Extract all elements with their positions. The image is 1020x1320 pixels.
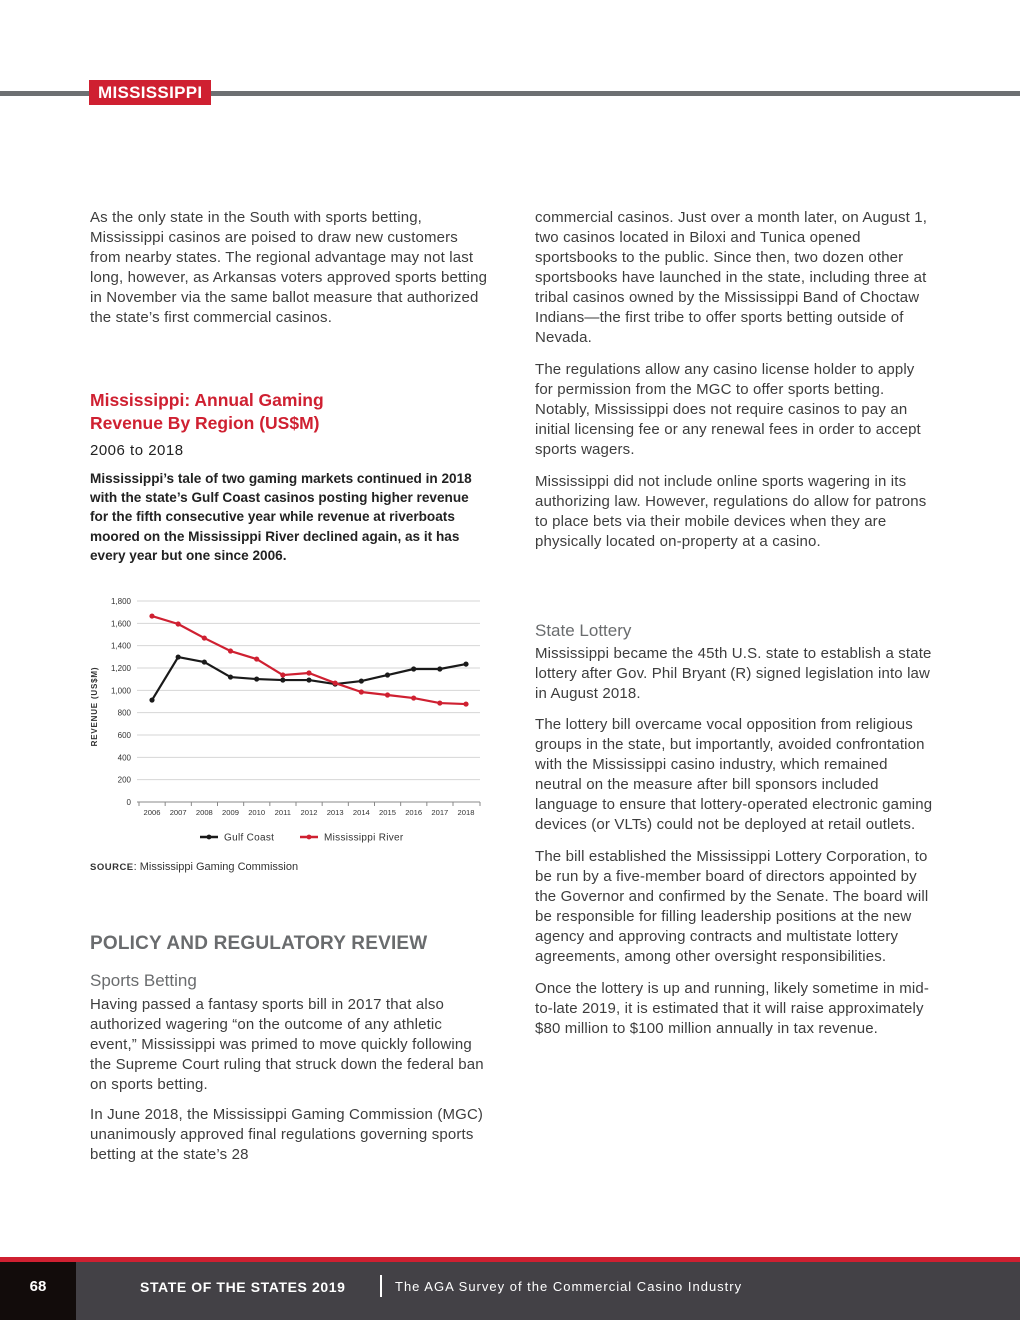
x-tick-label: 2012 <box>300 808 318 817</box>
x-tick-label: 2018 <box>457 808 475 817</box>
y-tick-label: 1,600 <box>110 619 131 629</box>
y-tick-label: 600 <box>117 731 131 740</box>
y-tick-label: 200 <box>117 775 131 785</box>
right-paragraph-3: Mississippi did not include online sports wagering in its authorizing law. However, regulations do allow for patrons to place bets via their mobile devices when they are physically located on-property at a casino. <box>535 473 927 550</box>
data-point <box>280 672 285 677</box>
y-tick-label: 1,200 <box>110 664 131 673</box>
intro-paragraph: As the only state in the South with sports betting, Mississippi casinos are poised to draw new customers from nearby states. The regional advantage may not last long, however, as Arkansas voters approved sports betting in November via the same ballot measure that authorized the state’s first commercial casinos. <box>90 209 488 326</box>
sports-betting-title: Sports Betting <box>90 971 197 990</box>
data-point <box>411 666 416 671</box>
data-point <box>437 666 442 671</box>
footer-divider <box>380 1275 382 1297</box>
data-point <box>149 697 154 702</box>
sports-paragraph-1: Having passed a fantasy sports bill in 2017 that also authorized wagering “on the outcome of any athletic event,” Mississippi was primed to move quickly following the Supreme Court ruling that struck down the federal ban on sports betting. <box>90 996 484 1093</box>
right-paragraph-1: commercial casinos. Just over a month later, on August 1, two casinos located in Biloxi and Tunica opened sportsbooks to the public. Since then, two dozen other sportsbooks have launched in the state, including three at tribal casinos owned by the Mississippi Band of Choctaw Indians—the first tribe to offer sports betting outside of Nevada. <box>535 209 928 346</box>
data-point <box>228 674 233 679</box>
x-tick-label: 2017 <box>431 808 449 817</box>
lottery-section <box>535 621 935 1039</box>
data-point <box>254 656 259 661</box>
legend-marker <box>307 835 312 840</box>
chart-header <box>90 389 490 565</box>
chart-source <box>90 861 490 873</box>
data-point <box>359 689 364 694</box>
source-label: SOURCE <box>90 862 134 873</box>
data-point <box>306 670 311 675</box>
section-title: POLICY AND REGULATORY REVIEW <box>90 933 428 954</box>
y-tick-label: 1,800 <box>110 597 131 606</box>
right-column <box>535 208 935 552</box>
y-tick-label: 1,000 <box>110 686 131 696</box>
right-paragraph-2: The regulations allow any casino license holder to apply for permission from the MGC to offer sports betting. Notably, Mississippi does not require casinos to pay an initial licensing fee or any renewal fees in order to accept sports wagers. <box>535 361 921 458</box>
y-tick-label: 1,400 <box>110 641 131 651</box>
chart-description: Mississippi’s tale of two gaming markets continued in 2018 with the state’s Gulf Coast casinos posting higher revenue for the fifth consecutive year while revenue at riverboats moored on the Mississippi River declined again, as it has every year but one since 2006. <box>90 471 472 563</box>
sports-paragraph-2: In June 2018, the Mississippi Gaming Commission (MGC) unanimously approved final regulations governing sports betting at the state’s 28 <box>90 1106 484 1163</box>
data-point <box>463 701 468 706</box>
chart-title-line2: Revenue By Region (US$M) <box>90 413 320 433</box>
state-tag: MISSISSIPPI <box>89 80 211 105</box>
lottery-paragraph-2: The lottery bill overcame vocal opposition from religious groups in the state, but importantly, avoided confrontation with the Mississippi casino industry, which remained neutral on the measure after bill sponsors included language to ensure that lottery-operated electronic gaming devices (or VLTs) could not be deployed at retail outlets. <box>535 716 933 833</box>
lottery-paragraph-1: Mississippi became the 45th U.S. state to establish a state lottery after Gov. Phil Bryant (R) signed legislation into law in August 2018. <box>535 645 932 702</box>
chart-subtitle: 2006 to 2018 <box>90 442 184 459</box>
data-point <box>437 700 442 705</box>
legend-marker <box>207 835 212 840</box>
data-point <box>359 678 364 683</box>
data-point <box>280 677 285 682</box>
legend-label: Mississippi River <box>324 832 404 844</box>
x-tick-label: 2007 <box>169 808 187 817</box>
policy-section <box>90 933 490 1165</box>
source-text: : Mississippi Gaming Commission <box>133 861 299 873</box>
data-point <box>254 676 259 681</box>
data-point <box>176 654 181 659</box>
x-tick-label: 2011 <box>274 808 292 817</box>
chart-title-line1: Mississippi: Annual Gaming <box>90 390 324 410</box>
data-point <box>333 680 338 685</box>
data-point <box>228 648 233 653</box>
data-point <box>411 695 416 700</box>
y-tick-label: 400 <box>117 753 131 763</box>
data-point <box>385 672 390 677</box>
x-tick-label: 2015 <box>379 808 396 817</box>
footer <box>0 1262 1020 1320</box>
x-tick-label: 2008 <box>195 808 213 817</box>
x-tick-label: 2014 <box>352 808 370 817</box>
revenue-line-chart <box>85 590 505 860</box>
x-tick-label: 2016 <box>405 808 423 817</box>
page-number: 68 <box>0 1262 76 1320</box>
footer-subtitle: The AGA Survey of the Commercial Casino Industry <box>395 1279 743 1294</box>
x-tick-label: 2006 <box>143 808 161 817</box>
lottery-paragraph-4: Once the lottery is up and running, likely sometime in mid-to-late 2019, it is estimated that it will raise approximately $80 million to $100 million annually in tax revenue. <box>535 980 930 1037</box>
y-tick-label: 800 <box>117 708 131 718</box>
x-tick-label: 2010 <box>248 808 266 817</box>
x-tick-label: 2013 <box>326 808 344 817</box>
legend-label: Gulf Coast <box>224 832 275 844</box>
lottery-title: State Lottery <box>535 621 632 640</box>
lottery-paragraph-3: The bill established the Mississippi Lottery Corporation, to be run by a five-member board of directors appointed by the Governor and confirmed by the Senate. The board will be responsible for filling leadership positions at the new agency and approving contracts and multistate lottery agreements, among other oversight responsibilities. <box>535 848 929 965</box>
data-point <box>176 621 181 626</box>
data-point <box>202 635 207 640</box>
data-point <box>202 659 207 664</box>
left-column <box>90 208 490 328</box>
x-tick-label: 2009 <box>222 808 239 817</box>
data-point <box>306 677 311 682</box>
y-tick-label: 0 <box>126 798 131 807</box>
data-point <box>385 692 390 697</box>
data-point <box>463 661 468 666</box>
footer-title: STATE OF THE STATES 2019 <box>140 1279 346 1295</box>
data-point <box>149 613 154 618</box>
y-axis-label: REVENUE (US$M) <box>90 666 99 747</box>
